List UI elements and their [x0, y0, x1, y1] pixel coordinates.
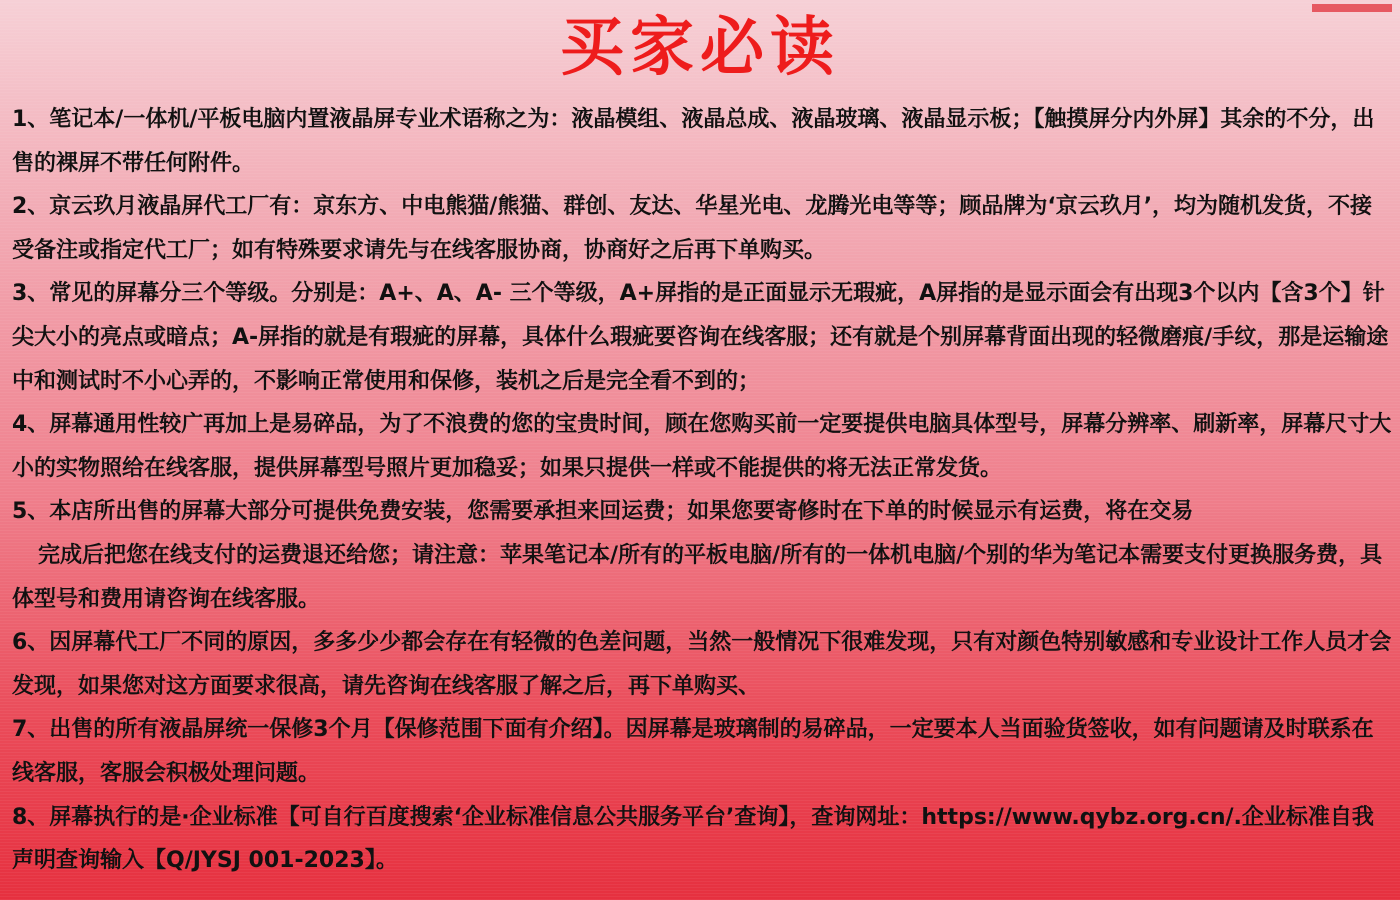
notice-item-2: 2、京云玖月液晶屏代工厂有：京东方、中电熊猫/熊猫、群创、友达、华星光电、龙腾光电等等；顾品牌为‘京云玖月’，均为随机发货，不接受备注或指定代工厂；如有特殊要求请先与在线客服协商，协商好之后再下单购买。: [12, 194, 1373, 263]
notice-item-5: 5、本店所出售的屏幕大部分可提供免费安装，您需要承担来回运费；如果您要寄修时在下单的时候显示有运费，将在交易: [12, 499, 1194, 525]
notice-item-1: 1、笔记本/一体机/平板电脑内置液晶屏专业术语称之为：液晶模组、液晶总成、液晶玻璃、液晶显示板；【触摸屏分内外屏】其余的不分，出售的裸屏不带任何附件。: [12, 107, 1375, 176]
notice-item-3: 3、常见的屏幕分三个等级。分别是：A+、A、A- 三个等级，A+屏指的是正面显示无瑕疵，A屏指的是显示面会有出现3个以内【含3个】针尖大小的亮点或暗点；A-屏指的就是有瑕疵的屏幕，具体什么瑕疵要咨询在线客服；还有就是个别屏幕背面出现的轻微磨痕/手纹，那是运输途中和测试时不小心弄的，不影响正常使用和保修，装机之后是完全看不到的；: [12, 281, 1389, 394]
notice-item-4: 4、屏幕通用性较广再加上是易碎品，为了不浪费的您的宝贵时间，顾在您购买前一定要提供电脑具体型号，屏幕分辨率、刷新率，屏幕尺寸大小的实物照给在线客服，提供屏幕型号照片更加稳妥；如果只提供一样或不能提供的将无法正常发货。: [12, 412, 1392, 481]
notice-item-8: 8、屏幕执行的是·企业标准【可自行百度搜索‘企业标准信息公共服务平台’查询】，查询网址：https://www.qybz.org.cn/.企业标准自我声明查询输入【Q/JYSJ 001-2023】。: [12, 804, 1374, 874]
notice-body: [12, 98, 1392, 883]
notice-item-6: 6、因屏幕代工厂不同的原因，多多少少都会存在有轻微的色差问题，当然一般情况下很难发现，只有对颜色特别敏感和专业设计工作人员才会发现，如果您对这方面要求很高，请先咨询在线客服了解之后，再下单购买、: [12, 630, 1392, 699]
page-title: 买家必读: [560, 11, 840, 85]
notice-item-5-continued: 完成后把您在线支付的运费退还给您；请注意：苹果笔记本/所有的平板电脑/所有的一体机电脑/个别的华为笔记本需要支付更换服务费，具体型号和费用请咨询在线客服。: [12, 542, 1383, 612]
notice-item-7: 7、出售的所有液晶屏统一保修3个月【保修范围下面有介绍】。因屏幕是玻璃制的易碎品，一定要本人当面验货签收，如有问题请及时联系在线客服，客服会积极处理问题。: [12, 717, 1374, 786]
